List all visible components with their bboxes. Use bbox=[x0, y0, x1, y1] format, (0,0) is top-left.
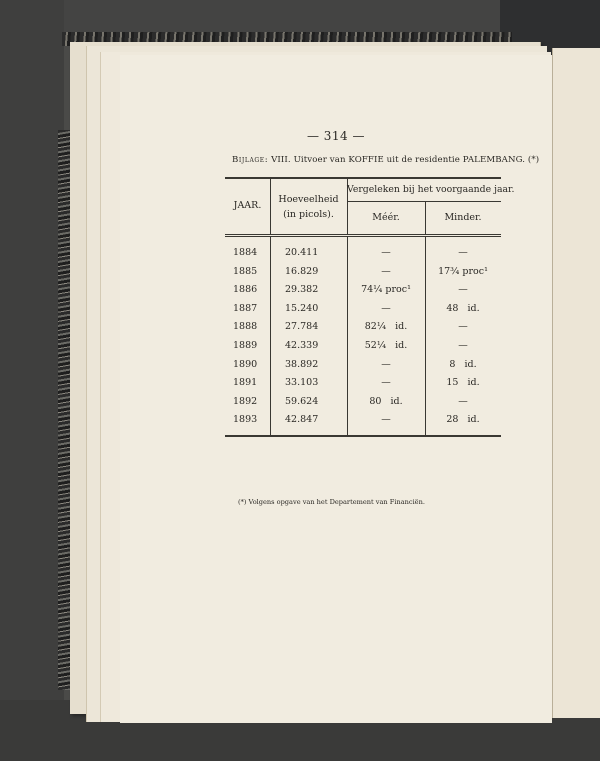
cell-more: — bbox=[381, 247, 391, 258]
header-more: Méér. bbox=[372, 212, 400, 223]
cell-quantity: 20.411 bbox=[285, 247, 319, 258]
cell-quantity: 42.847 bbox=[285, 414, 319, 426]
table-caption bbox=[232, 155, 600, 165]
cell-year: 1889 bbox=[233, 340, 258, 351]
table-row bbox=[225, 374, 501, 393]
table-row bbox=[225, 281, 501, 300]
header-year: JAAR. bbox=[233, 200, 262, 211]
cell-year: 1887 bbox=[233, 302, 258, 314]
caption-prefix: Bijlage: bbox=[232, 155, 269, 165]
table-row bbox=[225, 244, 501, 263]
cell-year: 1885 bbox=[233, 265, 258, 277]
cell-year: 1886 bbox=[233, 284, 258, 296]
cell-less: — bbox=[458, 395, 468, 407]
cell-less: — bbox=[458, 284, 468, 296]
table-row bbox=[225, 356, 501, 375]
header-comparison: Vergeleken bij het voorgaande jaar. bbox=[347, 184, 515, 195]
table-row bbox=[225, 393, 501, 412]
cell-less: — bbox=[458, 321, 468, 333]
header-subrule bbox=[347, 201, 501, 202]
cell-more: — bbox=[381, 414, 391, 426]
cell-year: 1891 bbox=[233, 377, 258, 389]
cell-less: 8 id. bbox=[449, 358, 477, 370]
header-quantity-unit: (in picols). bbox=[283, 209, 334, 220]
cell-year: 1892 bbox=[233, 395, 258, 407]
caption-text: VIII. Uitvoer van KOFFIE uit de residentie PALEMBANG. (*) bbox=[268, 155, 540, 165]
page-number: — 314 — bbox=[306, 129, 366, 143]
cell-less: 28 id. bbox=[446, 414, 480, 426]
table-row bbox=[225, 318, 501, 337]
table-row bbox=[225, 263, 501, 282]
header-less: Minder. bbox=[444, 212, 482, 223]
footnote: (*) Volgens opgave van het Departement van Financiën. bbox=[238, 498, 425, 506]
cell-less: 15 id. bbox=[446, 377, 480, 389]
facing-page bbox=[552, 48, 600, 718]
cell-more: 74¼ proc¹ bbox=[361, 284, 411, 296]
cell-year: 1893 bbox=[233, 414, 258, 426]
book-page bbox=[120, 55, 552, 723]
cell-quantity: 33.103 bbox=[285, 377, 319, 389]
cell-more: 52¼ id. bbox=[364, 340, 408, 351]
table-bottom-rule bbox=[225, 435, 501, 437]
table-row bbox=[225, 300, 501, 319]
header-quantity: Hoeveelheid bbox=[278, 194, 339, 205]
cell-quantity: 59.624 bbox=[285, 395, 319, 407]
cell-year: 1884 bbox=[233, 247, 258, 258]
cell-year: 1890 bbox=[233, 358, 258, 370]
cell-less: — bbox=[458, 247, 468, 258]
cell-quantity: 38.892 bbox=[285, 358, 319, 370]
cell-quantity: 16.829 bbox=[285, 265, 319, 277]
cell-less: — bbox=[458, 340, 468, 351]
cell-more: 80 id. bbox=[369, 395, 403, 407]
cell-year: 1888 bbox=[233, 321, 258, 333]
cell-less: 17¾ proc¹ bbox=[438, 265, 488, 277]
cell-more: — bbox=[381, 358, 391, 370]
table-row bbox=[225, 411, 501, 430]
cell-less: 48 id. bbox=[446, 302, 480, 314]
cell-quantity: 29.382 bbox=[285, 284, 319, 296]
table-header bbox=[225, 179, 515, 235]
table-body bbox=[225, 236, 501, 437]
cell-quantity: 42.339 bbox=[285, 340, 319, 351]
table-row bbox=[225, 337, 501, 356]
cell-quantity: 27.784 bbox=[285, 321, 319, 333]
cell-quantity: 15.240 bbox=[285, 302, 319, 314]
backdrop-left bbox=[0, 0, 64, 761]
cell-more: — bbox=[381, 302, 391, 314]
cell-more: — bbox=[381, 377, 391, 389]
cell-more: — bbox=[381, 265, 391, 277]
cell-more: 82¼ id. bbox=[364, 321, 408, 333]
